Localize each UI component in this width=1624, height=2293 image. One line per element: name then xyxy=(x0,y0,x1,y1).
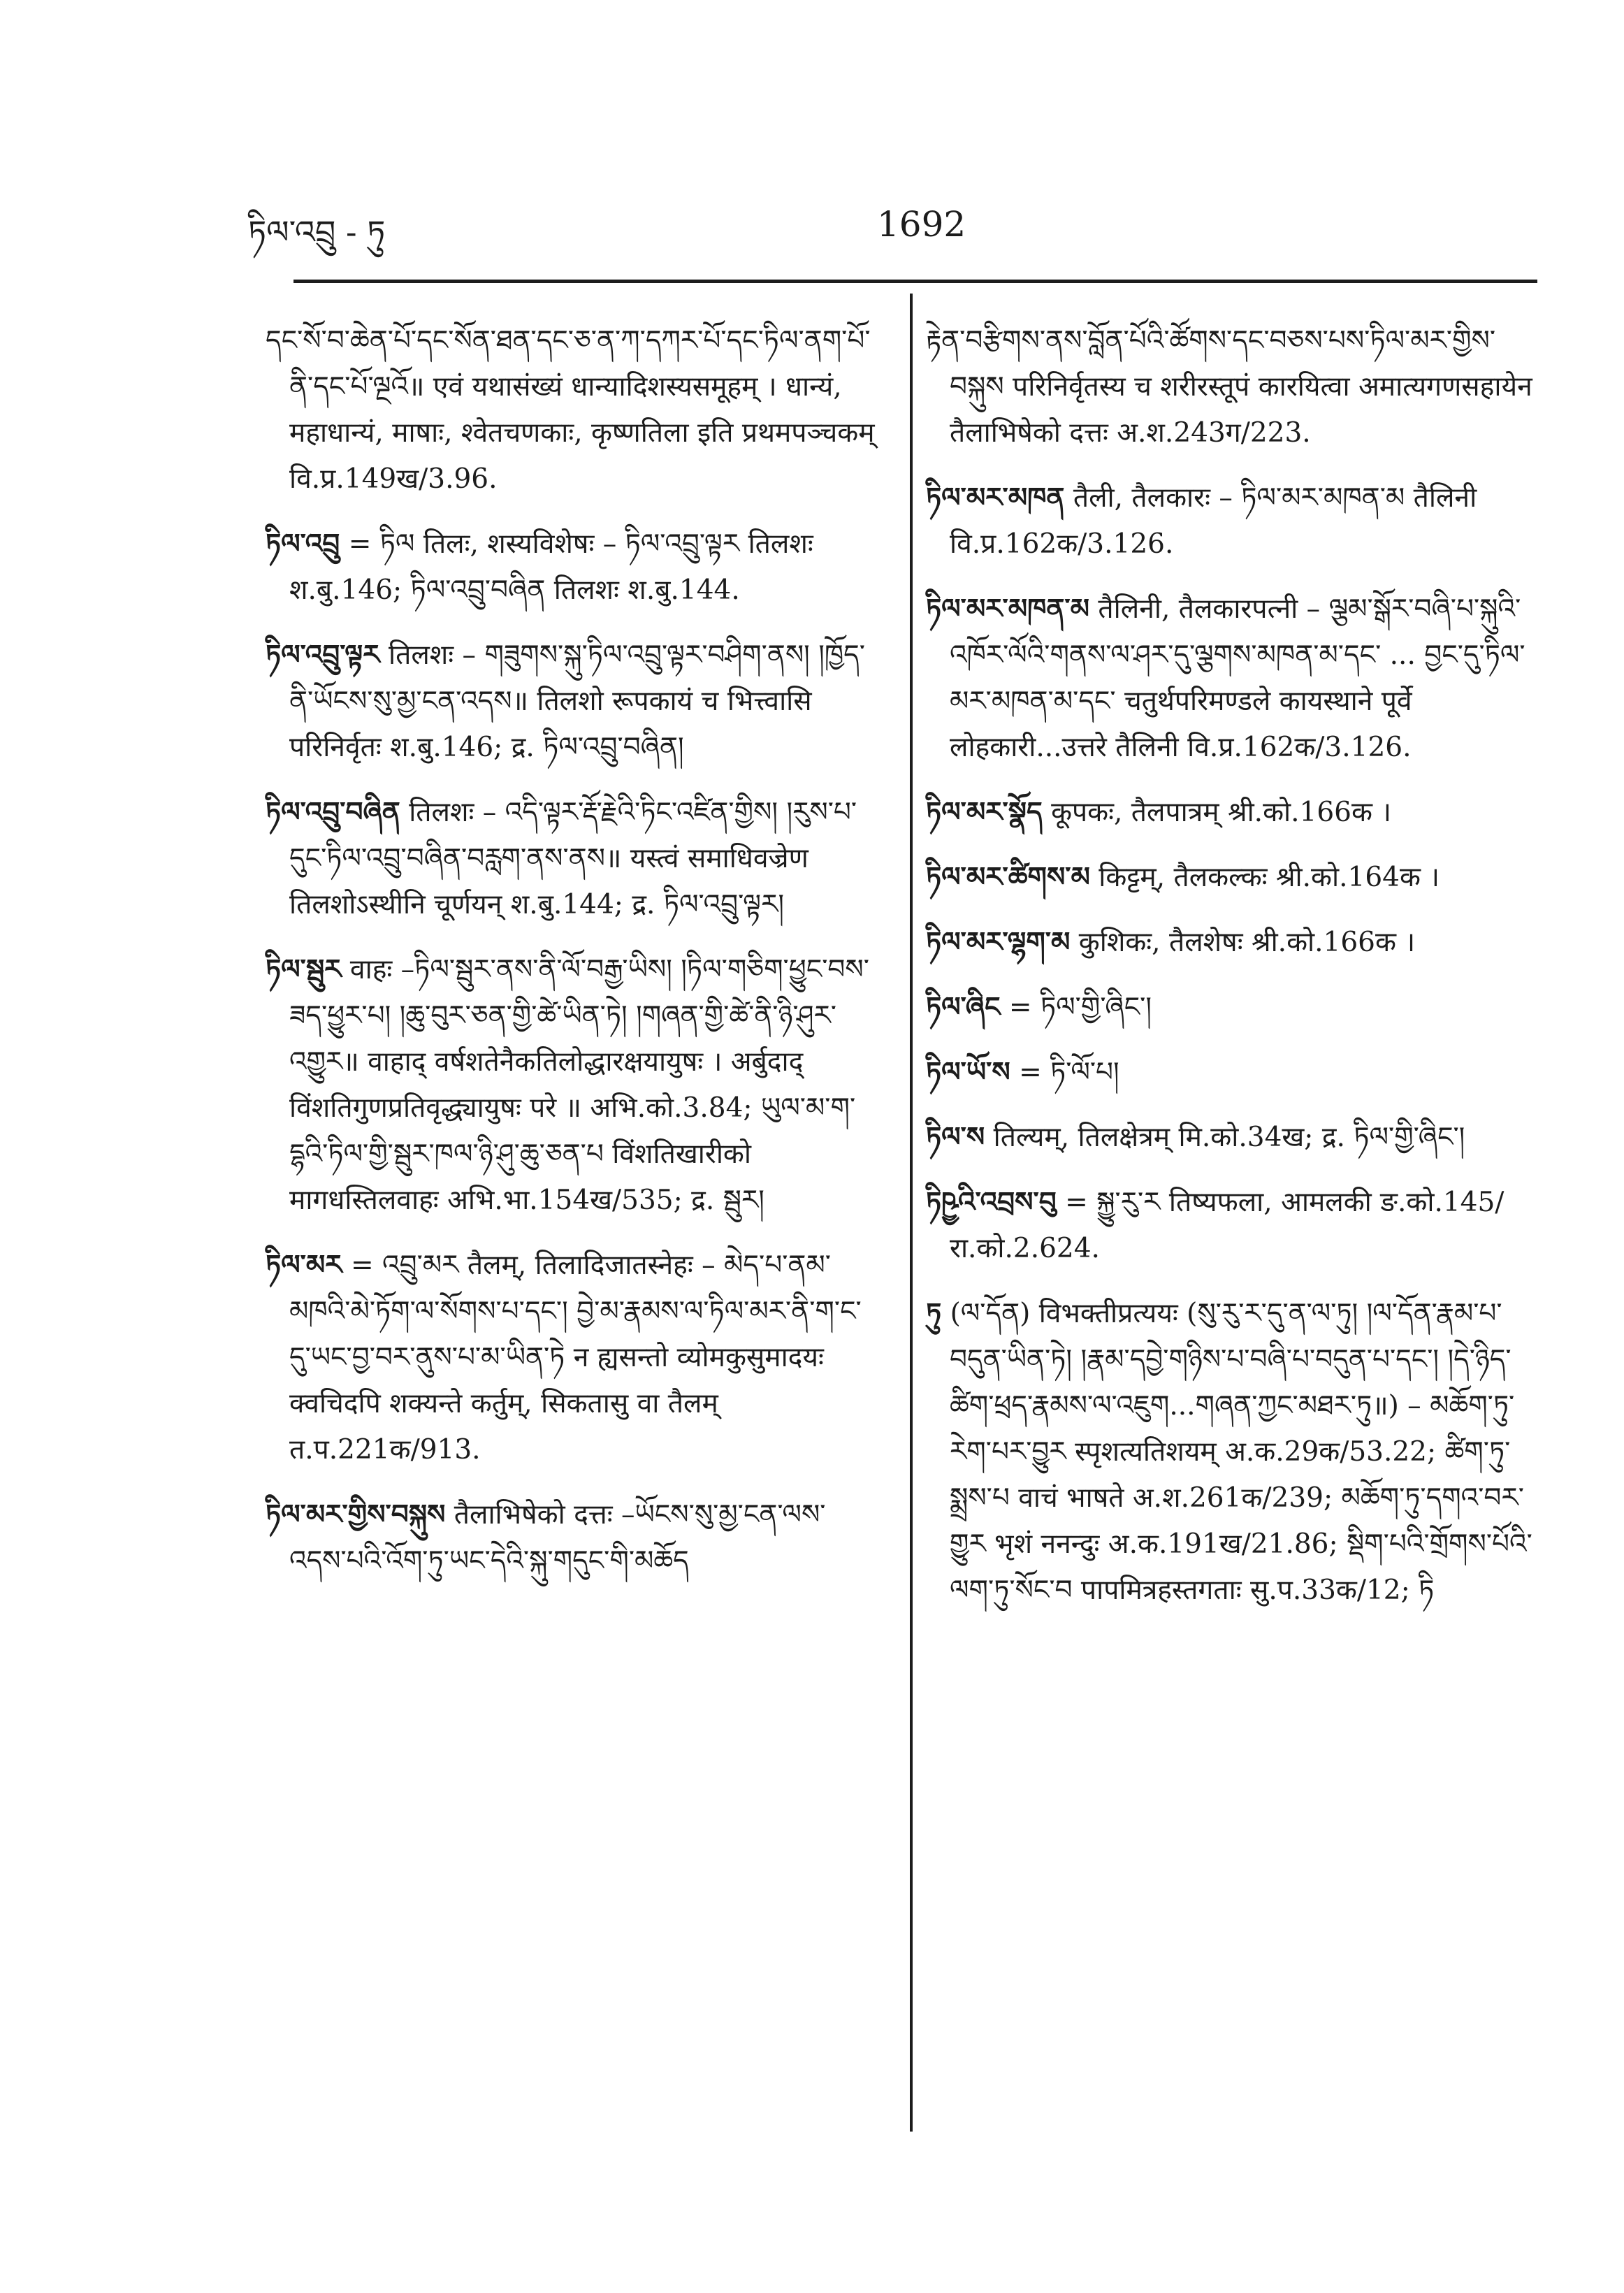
dictionary-entry xyxy=(266,318,877,502)
dictionary-entry xyxy=(266,521,877,614)
entry-headword: ཏིལ་འབྲུ་བཞིན xyxy=(266,796,400,828)
dictionary-entry xyxy=(926,318,1541,456)
entry-text: རྟེན་བརྩིགས་ནས་བློན་པོའི་ཚོགས་དང་བཅས་པས་ཏིལ་མར་གྱིས་བསྐུས परिनिर्वृतस्य च शरीरस्तूपं कारयित्वा अमात्यगणसहायेन तैलाभिषेको दत्तः अ.श.243ग/223. xyxy=(926,325,1532,449)
dictionary-entry xyxy=(266,632,877,771)
left-column xyxy=(266,318,877,1603)
dictionary-entry xyxy=(926,919,1541,966)
dictionary-entry xyxy=(926,475,1541,567)
dictionary-entry xyxy=(266,1242,877,1473)
entry-headword: ཏིལ་མར་སྣོད xyxy=(926,796,1043,828)
entry-text: तैलिनी, तैलकारपत्नी – ལྕམ་སྒོར་བཞི་པ་སྐུའི་འཁོར་ལོའི་གནས་ལ་ཤར་དུ་ལྕགས་མཁན་མ་དང་ ... བྱང་དུ་ཏིལ་མར་མཁན་མ་དང་ चतुर्थपरिमण्डले कायस्थाने पूर्वे लोहकारी...उत्तरे तैलिनी वि.प्र.162क/3.126. xyxy=(950,593,1525,763)
entry-headword: ཏིལ་འབྲུ xyxy=(266,528,340,560)
right-column xyxy=(926,318,1541,1632)
entry-text: དང་སོ་བ་ཆེན་པོ་དང་སོན་ཐན་དང་ཅ་ན་ཀ་དཀར་པོ་དང་ཏིལ་ནག་པོ་ནི་དང་པོ་ལྔའོ॥ एवं यथासंख्यं धान्यादिशस्यसमूहम् । धान्यं, महाधान्यं, माषाः, श्वेतचणकाः, कृष्णतिला इति प्रथमपञ्चकम् वि.प्र.149ख/3.96. xyxy=(266,325,875,495)
entry-headword: ཏིལ་ཞིང xyxy=(926,991,1001,1023)
entry-headword: ཏིལ་མར་མཁན xyxy=(926,482,1065,514)
entry-text: तैली, तैलकारः – ཏིལ་མར་མཁན་མ तैलिनी वि.प्र.162क/3.126. xyxy=(950,482,1477,560)
dictionary-entry xyxy=(926,1049,1541,1096)
page-number: 1692 xyxy=(877,204,966,245)
dictionary-entry xyxy=(926,1114,1541,1161)
entry-headword: ཏིལ་ས xyxy=(926,1121,985,1153)
dictionary-entry xyxy=(266,789,877,928)
entry-text: तिल्यम्, तिलक्षेत्रम् मि.को.34ख; द्र. ཏིལ་གྱི་ཞིང་། xyxy=(993,1122,1465,1153)
dictionary-entry xyxy=(926,586,1541,771)
entry-text: तिलशः – གཟུགས་སྐུ་ཏིལ་འབྲུ་ལྟར་བཤིག་ནས། །ཁྱོད་ནི་ཡོངས་སུ་མྱ་ངན་འདས॥ तिलशो रूपकायं च भित्त्वासि परिनिर्वृतः श.बु.146; द्र. ཏིལ་འབྲུ་བཞིན། xyxy=(289,639,865,763)
entry-text: = སྐྱུ་རུ་ར तिष्यफला, आमलकी ङ.को.145/रा.को.2.624. xyxy=(950,1187,1505,1264)
header-rule xyxy=(293,280,1537,283)
dictionary-entry xyxy=(926,789,1541,836)
entry-headword: ཏིལ་མར་ཚིགས་མ xyxy=(926,861,1090,893)
entry-text: तैलाभिषेको दत्तः –ཡོངས་སུ་མྱ་ངན་ལས་འདས་པའི་འོག་ཏུ་ཡང་དེའི་སྐུ་གདུང་གི་མཆོད xyxy=(289,1499,826,1577)
entry-headword: ཏིལ་མར་མཁན་མ xyxy=(926,593,1090,625)
dictionary-entry xyxy=(926,984,1541,1031)
entry-headword: ཏིལ་ཡོ་ས xyxy=(926,1056,1010,1088)
column-divider xyxy=(910,294,913,2132)
entry-headword: ཏིལ་མར xyxy=(266,1249,342,1281)
entry-text: कुशिकः, तैलशेषः श्री.को.166क । xyxy=(1078,927,1416,958)
entry-text: = ཏི་ལོ་པ། xyxy=(1019,1057,1119,1088)
entry-text: वाहः –ཏིལ་སྦུར་ནས་ནི་ལོ་བརྒྱ་ཡིས། །ཏིལ་གཅིག་ཕྱུང་བས་ཟད་ཕྱུར་པ། །ཆུ་བུར་ཅན་གྱི་ཚེ་ཡིན་ཏེ། །གཞན་གྱི་ཚེ་ནི་ཉི་ཤུར་འགྱུར॥ वाहाद् वर्षशतेनैकतिलोद्धारक्षयायुषः । अर्बुदाद् विंशतिगुणप्रतिवृद्ध्यायुषः परे ॥ अभि.को.3.84; ཡུལ་མ་ག་དྷའི་ཏིལ་གྱི་སྦུར་ཁལ་ཉི་ཤུ་ཆུ་ཅན་པ विंशतिखारीको मागधस्तिलवाहः अभि.भा.154ख/535; द्र. སྦུར། xyxy=(289,954,869,1216)
entry-text: कूपकः, तैलपात्रम् श्री.को.166क । xyxy=(1051,797,1392,828)
entry-text: किट्टम्, तैलकल्कः श्री.को.164क । xyxy=(1099,862,1440,893)
entry-text: = ཏིལ तिलः, शस्यविशेषः – ཏིལ་འབྲུ་ལྟར तिलशः श.बु.146; ཏིལ་འབྲུ་བཞིན तिलशः श.बु.144. xyxy=(289,528,813,606)
dictionary-entry xyxy=(926,1290,1541,1614)
entry-headword: ཏིལ་མར་གྱིས་བསྐུས xyxy=(266,1498,446,1531)
dictionary-entry xyxy=(266,946,877,1224)
entry-text: = ཏིལ་གྱི་ཞིང་། xyxy=(1008,992,1152,1023)
running-head: ཏིལ་འབྲུ - ཏུ xyxy=(248,213,386,251)
dictionary-entry xyxy=(926,854,1541,901)
entry-text: (ལ་དོན) विभक्तीप्रत्ययः (སུ་རུ་ར་དུ་ན་ལ་ཏུ། །ལ་དོན་རྣམ་པ་བདུན་ཡིན་ཏེ། །རྣམ་དབྱེ་གཉིས་པ་བཞི་པ་བདུན་པ་དང་། །དེ་ཉིད་ཚིག་ཕྲད་རྣམས་ལ་འཇུག...གཞན་ཀྱང་མཐར་ཏུ॥) – མཆོག་ཏུ་རེག་པར་བྱུར स्पृशत्यतिशयम् अ.क.29क/53.22; ཚིག་ཏུ་སྨྲས་པ वाचं भाषते अ.श.261क/239; མཆོག་ཏུ་དགའ་བར་གྱུར भृशं ननन्दुः अ.क.191ख/21.86; སྡིག་པའི་གྲོགས་པོའི་ལག་ཏུ་སོང་བ पापमित्रहस्तगताः सु.प.33क/12; ཏི xyxy=(950,1298,1532,1606)
dictionary-entry xyxy=(926,1179,1541,1272)
entry-headword: ཏིཥྱའི་འབྲས་བུ xyxy=(926,1186,1057,1218)
entry-text: तिलशः – འདི་ལྟར་རྡོ་རྗེའི་ཏིང་འཛིན་གྱིས། །རུས་པ་དུང་ཏིལ་འབྲུ་བཞིན་བརླག་ནས་ནས॥ यस्त्वं समाधिवज्रेण तिलशोऽस्थीनि चूर्णयन् श.बु.144; द्र. ཏིལ་འབྲུ་ལྟར། xyxy=(289,797,857,920)
entry-text: = འབྲུ་མར तैलम्, तिलादिजातस्नेहः – མེད་པ་ནམ་མཁའི་མེ་ཏོག་ལ་སོགས་པ་དང་། བྱེ་མ་རྣམས་ལ་ཏིལ་མར་ནི་ག་ང་དུ་ཡང་བྱ་བར་ནུས་པ་མ་ཡིན་ཏེ न ह्यसन्तो व्योमकुसुमादयः क्वचिदपि शक्यन्ते कर्तुम्, सिकतासु वा तैलम् त.प.221क/913. xyxy=(289,1250,862,1466)
entry-headword: ཏིལ་འབྲུ་ལྟར xyxy=(266,639,380,671)
entry-headword: ཏུ xyxy=(926,1297,942,1329)
entry-headword: ཏིལ་སྦུར xyxy=(266,953,342,985)
entry-headword: ཏིལ་མར་ལྷག་མ xyxy=(926,926,1071,958)
dictionary-entry xyxy=(266,1491,877,1584)
